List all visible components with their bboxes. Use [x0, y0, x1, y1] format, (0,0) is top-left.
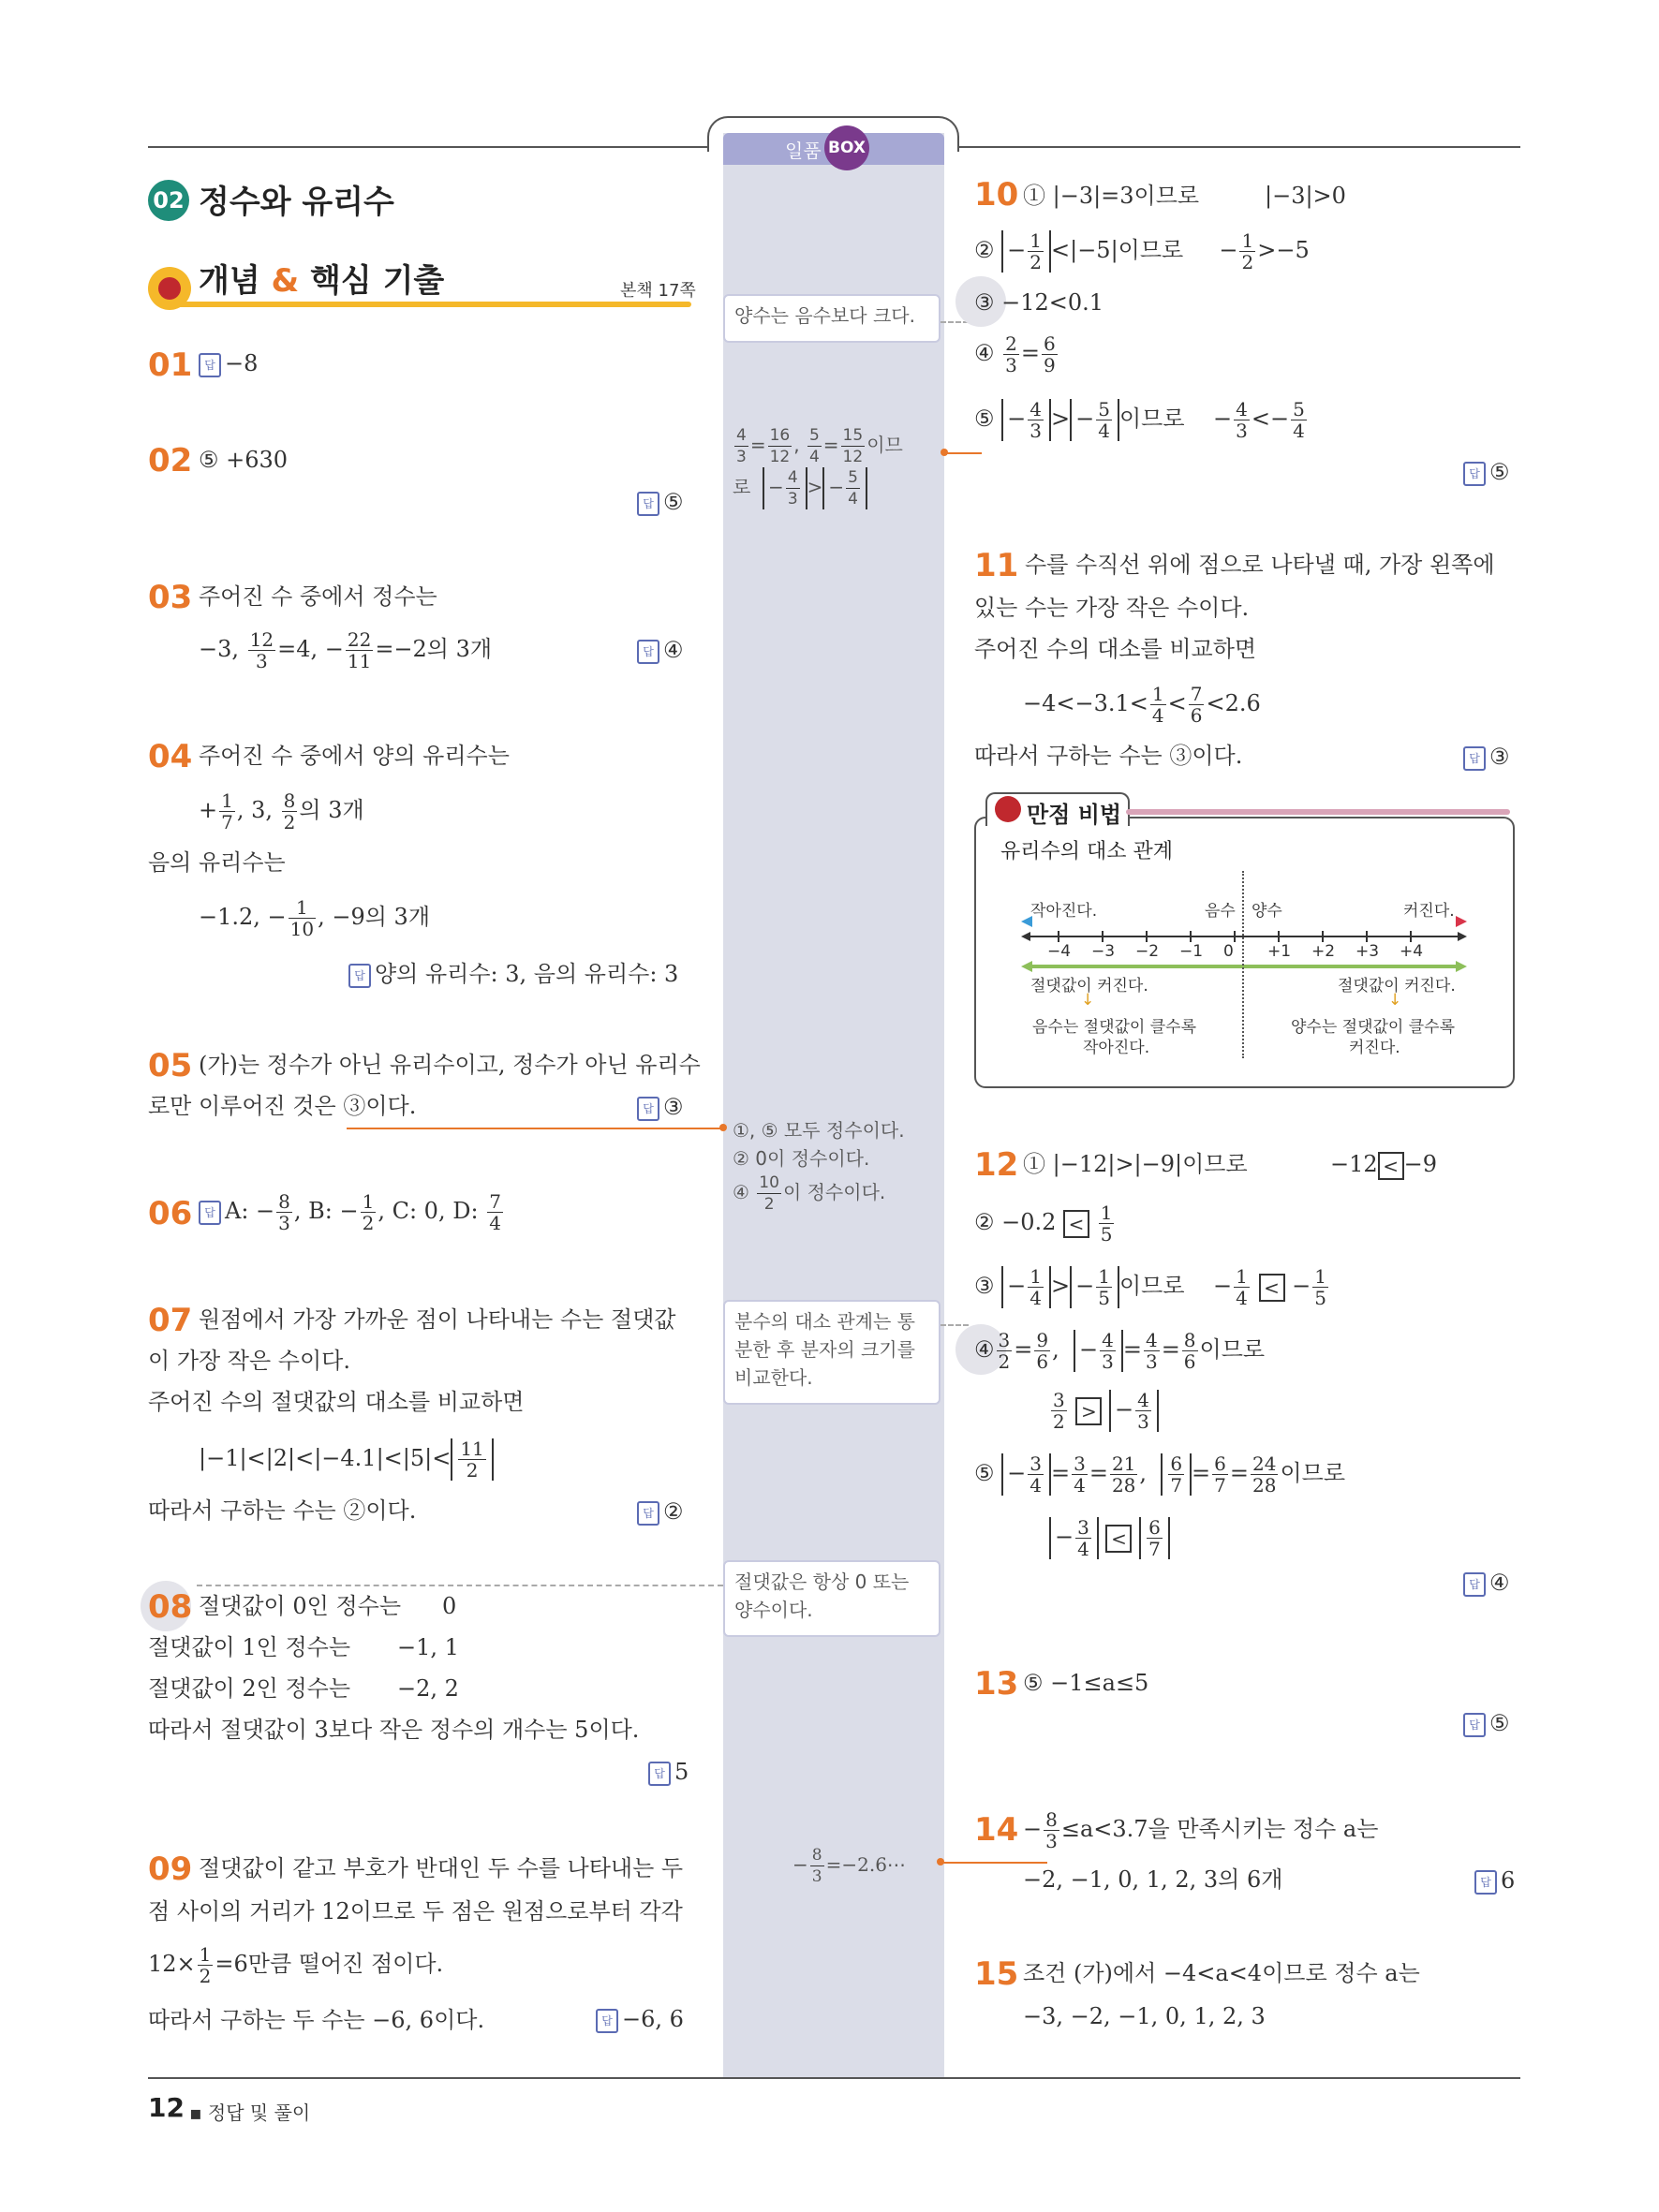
- q07-line5: 따라서 구하는 수는 ②이다.: [148, 1497, 417, 1524]
- answer-13: 답 ⑤: [1463, 1710, 1510, 1737]
- q09-line2: 점 사이의 거리가 12이므로 두 점은 원점으로부터 각각: [148, 1898, 683, 1924]
- q08-line3: 절댓값이 2인 정수는: [148, 1675, 350, 1702]
- q04-line3: 음의 유리수는: [148, 849, 286, 876]
- question-number-09: 09: [148, 1851, 193, 1888]
- note2-dot: [941, 449, 948, 456]
- note4-connector: [941, 1324, 969, 1326]
- answer-04: 답 양의 유리수: 3, 음의 유리수: 3: [348, 955, 678, 988]
- q11-line4: −4<−3.1< $\frac{1}{4}$ < $\frac{7}{6}$ <2.6: [1023, 683, 1261, 727]
- q10-line1: ① |−3|=3이므로: [1023, 183, 1200, 209]
- q12-line4: ④ $\frac{3}{2}$ = $\frac{9}{6}$ , − $\frac{4}{3}$ = $\frac{4}{3}$ = $\frac{8}{6}$ 이므로: [974, 1329, 1266, 1373]
- tip-header-line: [1126, 809, 1510, 815]
- q10-line4: ④ $\frac{2}{3}$ = $\frac{6}{9}$: [974, 332, 1056, 376]
- tick-label: −2: [1135, 942, 1160, 961]
- tip-smaller-label: 작아진다.: [1030, 902, 1098, 921]
- tick-label: +3: [1355, 942, 1380, 961]
- answer-icon: 답: [596, 2009, 618, 2033]
- q13-line: ⑤ −1≤a≤5: [1023, 1670, 1149, 1696]
- q11-line5: 따라서 구하는 수는 ③이다.: [974, 743, 1243, 769]
- q05-line1: (가)는 정수가 아닌 유리수이고, 정수가 아닌 유리수: [199, 1052, 701, 1078]
- question-number-05: 05: [148, 1047, 193, 1084]
- question-number-10: 10: [974, 176, 1019, 214]
- question-number-04: 04: [148, 738, 193, 775]
- q05-line2: 로만 이루어진 것은 ③이다.: [148, 1093, 417, 1119]
- answer-icon: 답: [648, 1762, 671, 1786]
- q08-value2: −1, 1: [397, 1634, 459, 1660]
- question-number-03: 03: [148, 579, 193, 616]
- side-note-4: 분수의 대소 관계는 통분한 후 분자의 크기를 비교한다.: [723, 1300, 941, 1405]
- q09-line4: 따라서 구하는 두 수는 −6, 6이다.: [148, 2007, 485, 2033]
- q12-line3: ③ − $\frac{1}{4}$ > − $\frac{1}{5}$ 이므로 − $\frac{1}{4}$ < − $\frac{1}{5}$: [974, 1265, 1326, 1309]
- answer-icon: 답: [1463, 1713, 1486, 1737]
- tip-abs-left: 절댓값이 커진다.: [1030, 977, 1148, 995]
- tip-neg-rule-a: 음수는 절댓값이 클수록: [1032, 1018, 1197, 1037]
- question-number-11: 11: [974, 547, 1019, 584]
- q08-line1: 절댓값이 0인 정수는: [199, 1593, 401, 1619]
- q07-line2: 이 가장 작은 수이다.: [148, 1348, 350, 1374]
- q09-line1: 절댓값이 같고 부호가 반대인 두 수를 나타내는 두: [199, 1855, 684, 1881]
- q07-line3: 주어진 수의 절댓값의 대소를 비교하면: [148, 1389, 525, 1415]
- answer-icon: 답: [637, 1097, 659, 1121]
- concept-reference: 본책 17쪽: [620, 281, 696, 301]
- tip-larger-label: 커진다.: [1403, 902, 1455, 921]
- answer-10: 답 ⑤: [1463, 459, 1510, 486]
- q12-line2: ② −0.2 < $\frac{1}{5}$: [974, 1202, 1113, 1246]
- tick-label: +1: [1267, 942, 1292, 961]
- q10-line5: ⑤ − $\frac{4}{3}$ > − $\frac{5}{4}$ 이므로 − $\frac{4}{3}$ <− $\frac{5}{4}$: [974, 398, 1305, 442]
- q15-line2: −3, −2, −1, 0, 1, 2, 3: [1023, 2003, 1266, 2029]
- tick-label: −4: [1047, 942, 1072, 961]
- q12-line1: ① |−12|>|−9|이므로: [1023, 1151, 1248, 1177]
- down-arrow-icon: ↓: [1081, 991, 1095, 1010]
- q14-line2: −2, −1, 0, 1, 2, 3의 6개: [1023, 1866, 1283, 1893]
- tick-label: −1: [1179, 942, 1204, 961]
- q11-line3: 주어진 수의 대소를 비교하면: [974, 636, 1257, 662]
- answer-02: 답 ⑤: [637, 489, 684, 516]
- tip-subtitle: 유리수의 대소 관계: [1000, 840, 1174, 863]
- answer-11: 답 ③: [1463, 744, 1510, 771]
- q08-line2: 절댓값이 1인 정수는: [148, 1634, 350, 1660]
- q04-line1: 주어진 수 중에서 양의 유리수는: [199, 743, 510, 769]
- question-number-13: 13: [974, 1665, 1019, 1703]
- answer-icon: 답: [199, 1201, 221, 1225]
- q12-line6: ⑤ − $\frac{3}{4}$ = $\frac{3}{4}$ = $\frac{21}{28}$ , $\frac{6}{7}$ = $\frac{6}{7}$ = $\frac{24}{28}$ 이므로: [974, 1453, 1346, 1497]
- q10-line1-result: |−3|>0: [1265, 183, 1346, 209]
- answer-07: 답 ②: [637, 1498, 684, 1526]
- q12-line5: $\frac{3}{2}$ > − $\frac{4}{3}$: [1049, 1390, 1159, 1432]
- section-title: 정수와 유리수: [199, 184, 394, 221]
- side-box-label: 일품: [785, 140, 822, 162]
- box-badge: BOX: [824, 125, 869, 170]
- concept-title: 개념 & 핵심 기출: [199, 262, 445, 300]
- q09-line3: 12× $\frac{1}{2}$ =6만큼 떨어진 점이다.: [148, 1943, 444, 1987]
- answer-09: 답 −6, 6: [596, 2006, 684, 2033]
- tip-title: 만점 비법: [1027, 802, 1122, 828]
- q11-line2: 있는 수는 가장 작은 수이다.: [974, 595, 1250, 621]
- tick-label: 0: [1223, 942, 1234, 961]
- down-arrow-icon: ↓: [1388, 991, 1402, 1010]
- tip-neg-rule-b: 작아진다.: [1083, 1039, 1150, 1057]
- q04-line2: + $\frac{1}{7}$ , 3, $\frac{8}{2}$ 의 3개: [199, 789, 364, 833]
- answer-icon: 답: [637, 492, 659, 516]
- side-note-1: 양수는 음수보다 크다.: [723, 294, 941, 343]
- note3-connector: [347, 1128, 723, 1129]
- tip-abs-right: 절댓값이 커진다.: [1338, 977, 1456, 995]
- q08-value1: 0: [442, 1593, 457, 1619]
- side-note-3: ①, ⑤ 모두 정수이다. ② 0이 정수이다. ④ $\frac{10}{2}$ 이 정수이다.: [733, 1119, 905, 1214]
- question-number-07: 07: [148, 1302, 193, 1339]
- answer-05: 답 ③: [637, 1094, 684, 1121]
- q10-line3: ③ −12<0.1: [974, 289, 1104, 316]
- page-number: 12: [148, 2092, 185, 2123]
- q12-line1-result: −12 < −9: [1330, 1148, 1437, 1180]
- answer-01: 답 −8: [199, 350, 258, 377]
- question-number-12: 12: [974, 1146, 1019, 1184]
- answer-icon: 답: [1463, 1572, 1486, 1597]
- answer-12: 답 ④: [1463, 1570, 1510, 1597]
- answer-14: 답 6: [1474, 1867, 1515, 1895]
- answer-icon: 답: [199, 353, 221, 377]
- q10-line2: ② − $\frac{1}{2}$ <|−5|이므로 − $\frac{1}{2}$ >−5: [974, 229, 1310, 273]
- note6-dot: [937, 1858, 944, 1865]
- tip-positive-label: 양수: [1252, 902, 1282, 921]
- side-note-6: − $\frac{8}{3}$ =−2.6⋯: [792, 1846, 906, 1886]
- q07-line4: |−1|<|2|<|−4.1|<|5|< $\frac{11}{2}$: [199, 1438, 494, 1481]
- note5-connector: [197, 1585, 723, 1586]
- q04-line4: −1.2, − $\frac{1}{10}$ , −9의 3개: [199, 896, 431, 940]
- q02-line: ⑤ +630: [199, 447, 289, 473]
- q08-value3: −2, 2: [397, 1675, 459, 1702]
- question-number-15: 15: [974, 1955, 1019, 1993]
- q03-line2: −3, $\frac{12}{3}$ =4, − $\frac{22}{11}$ =−2의 3개: [199, 628, 493, 672]
- concept-underline: [169, 302, 691, 307]
- question-number-08: 08: [148, 1588, 193, 1626]
- bottom-rule: [148, 2077, 1520, 2079]
- q03-line1: 주어진 수 중에서 정수는: [199, 583, 437, 610]
- answer-08: 답 5: [648, 1759, 689, 1786]
- q15-line1: 조건 (가)에서 −4<a<4이므로 정수 a는: [1023, 1960, 1420, 1986]
- tip-negative-label: 음수: [1205, 902, 1236, 921]
- footer-title: ▪ 정답 및 풀이: [189, 2101, 311, 2124]
- section-number-badge: 02: [148, 180, 189, 221]
- side-note-2: $\frac{4}{3}$ = $\frac{16}{12}$ , $\frac{5}{4}$ = $\frac{15}{12}$ 이므 로 − $\frac{4}{3}$ > − $\frac{5}{4}$: [733, 426, 903, 509]
- answer-icon: 답: [637, 640, 659, 664]
- answer-icon: 답: [1474, 1870, 1497, 1895]
- answer-03: 답 ④: [637, 637, 684, 664]
- q12-line7: − $\frac{3}{4}$ < $\frac{6}{7}$: [1049, 1517, 1170, 1559]
- answer-icon: 답: [1463, 462, 1486, 486]
- question-number-06: 06: [148, 1195, 193, 1232]
- tip-pos-rule-b: 커진다.: [1349, 1039, 1400, 1057]
- answer-icon: 답: [637, 1501, 659, 1526]
- lightbulb-icon: [995, 796, 1021, 822]
- side-note-5: 절댓값은 항상 0 또는 양수이다.: [723, 1560, 941, 1637]
- question-number-02: 02: [148, 442, 193, 479]
- tick-label: +2: [1311, 942, 1336, 961]
- question-number-14: 14: [974, 1811, 1019, 1849]
- q07-line1: 원점에서 가장 가까운 점이 나타내는 수는 절댓값: [199, 1306, 676, 1333]
- zero-divider: [1242, 871, 1244, 1058]
- tip-pos-rule-a: 양수는 절댓값이 클수록: [1291, 1018, 1456, 1037]
- note3-dot: [719, 1124, 727, 1131]
- tick-label: −3: [1091, 942, 1116, 961]
- q14-line1: − $\frac{8}{3}$ ≤a<3.7을 만족시키는 정수 a는: [1023, 1808, 1379, 1852]
- q06-answer: 답 A: − $\frac{8}{3}$ , B: − $\frac{1}{2}$ , C: 0, D: $\frac{7}{4}$: [199, 1191, 505, 1233]
- note2-connector: [944, 452, 982, 454]
- question-number-01: 01: [148, 347, 193, 384]
- tick-label: +4: [1400, 942, 1424, 961]
- q11-line1: 수를 수직선 위에 점으로 나타낼 때, 가장 왼쪽에: [1025, 552, 1495, 578]
- concept-dot-icon: [148, 267, 191, 310]
- answer-icon: 답: [348, 964, 371, 988]
- q08-line4: 따라서 절댓값이 3보다 작은 정수의 개수는 5이다.: [148, 1717, 640, 1743]
- answer-icon: 답: [1463, 746, 1486, 771]
